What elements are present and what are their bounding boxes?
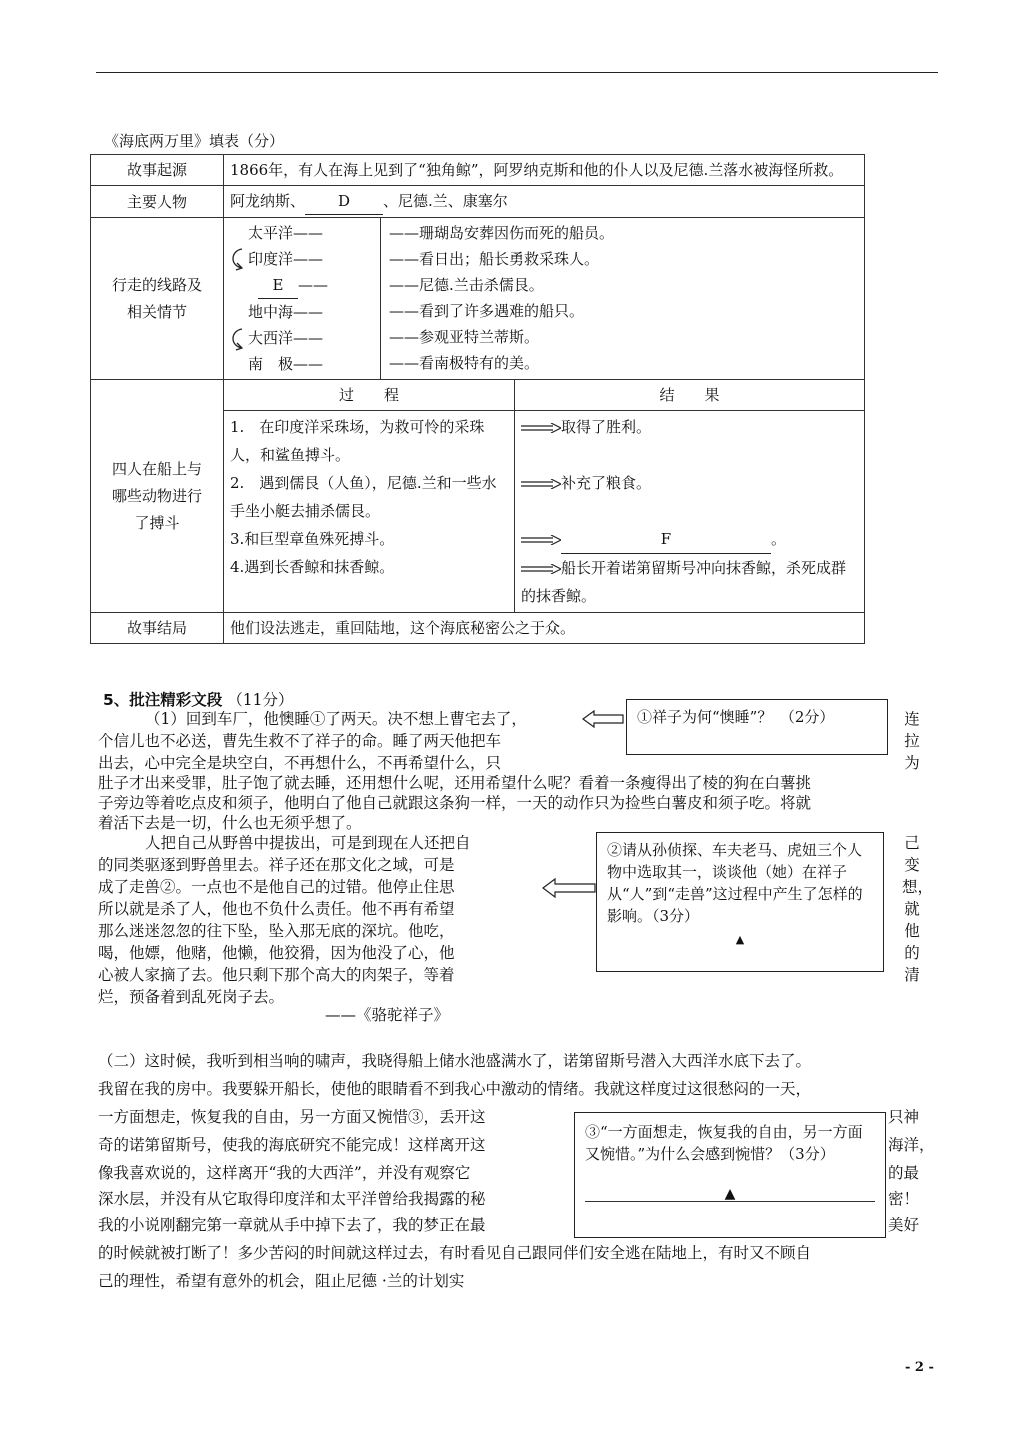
side-char: 拉 (904, 732, 920, 750)
side-char: 连 (904, 710, 920, 728)
triangle-icon: ▲ (735, 933, 745, 946)
result-item: 取得了胜利。 (521, 413, 858, 441)
route-event: ——看到了许多遇难的船只。 (389, 302, 585, 320)
triangle-icon: ▲ (724, 1186, 736, 1202)
ending-text: 他们设法逃走，重回陆地，这个海底秘密公之于众。 (224, 613, 865, 644)
passage-line: 己的理性，希望有意外的机会，阻止尼德 ·兰的计划实 (98, 1272, 465, 1290)
curl-arrow-icon (228, 246, 248, 272)
side-char: 为 (904, 754, 920, 772)
side-char: 清 (904, 966, 920, 984)
route-label: 行走的线路及相关情节 (91, 218, 224, 380)
col-result-header: 结 果 (515, 380, 865, 411)
side-char: 变 (904, 856, 920, 874)
side-char: 己 (904, 834, 920, 852)
route-event: ——珊瑚岛安葬因伤而死的船员。 (389, 224, 615, 242)
blank-d[interactable]: D (305, 188, 383, 215)
passage-line: 肚子才出来受罪，肚子饱了就去睡，还用想什么呢，还用希望什么呢？看着一条瘦得出了棱的狗在白薯挑 (98, 774, 812, 792)
characters-prefix: 阿龙纳斯、 (230, 192, 306, 210)
origin-label: 故事起源 (91, 155, 224, 186)
result-cell (515, 411, 865, 613)
side-text: 的最 (888, 1164, 920, 1182)
passage-line: 的同类驱逐到野兽里去。祥子还在那文化之域，可是 (98, 856, 455, 874)
process-item: 3.和巨型章鱼殊死搏斗。 (230, 530, 395, 548)
header-rule (96, 72, 938, 73)
route-place: 印度洋—— (248, 250, 324, 268)
passage-line: （二）这时候，我听到相当响的啸声，我晓得船上储水池盛满水了，诺第留斯号潜入大西洋水底下去了。 (98, 1052, 812, 1070)
route-place: 太平洋—— (248, 224, 324, 242)
route-event: ——看南极特有的美。 (389, 354, 540, 372)
table-row (91, 380, 865, 411)
route-event: ——参观亚特兰蒂斯。 (389, 328, 540, 346)
route-cell (224, 218, 865, 380)
table-caption: 《海底两万里》填表（分） (104, 132, 285, 150)
annotation-box-1[interactable]: ①祥子为何“懊睡”？ （2分） (626, 699, 888, 755)
table-row (91, 155, 865, 186)
source-citation: ——《骆驼祥子》 (325, 1006, 450, 1024)
passage-line: 成了走兽②。一点也不是他自己的过错。他停止住思 (98, 878, 455, 896)
passage-line: 我留在我的房中。我要躲开船长，使他的眼睛看不到我心中激动的情绪。我就这样度过这很愁闷的一天， (98, 1080, 812, 1098)
result-item: 船长开着诺第留斯号冲向抹香鲸，杀死成群的抹香鲸。 (521, 559, 847, 605)
side-char: 的 (904, 944, 920, 962)
passage-line: 深水层，并没有从它取得印度洋和太平洋曾给我揭露的秘 (98, 1190, 486, 1208)
annotation-box-2[interactable]: ②请从孙侦探、车夫老马、虎妞三个人物中选取其一，谈谈他（她）在祥子从“人”到“走兽”这过程中产生了怎样的影响。（3分） ▲ (596, 832, 884, 972)
route-places (224, 218, 381, 379)
fights-label: 四人在船上与哪些动物进行了搏斗 (91, 380, 224, 613)
passage-line: 奇的诺第留斯号，使我的海底研究不能完成！这样离开这 (98, 1136, 486, 1154)
side-char: 就 (904, 900, 920, 918)
process-item: 4.遇到长香鲸和抹香鲸。 (230, 558, 395, 576)
side-text: 美好 (888, 1216, 920, 1234)
passage-line: 着活下去是一切，什么也无须乎想了。 (98, 814, 362, 832)
curl-arrow-icon (228, 326, 248, 352)
side-text: 只神 (888, 1108, 920, 1126)
passage-line: 那么迷迷忽忽的往下坠，坠入那无底的深坑。他吃， (98, 922, 455, 940)
side-text: 海洋， (888, 1136, 935, 1154)
characters-label: 主要人物 (91, 186, 224, 218)
ending-label: 故事结局 (91, 613, 224, 644)
side-text: 密！ (888, 1190, 920, 1208)
route-place-blank: E —— (248, 272, 380, 299)
passage-line: 像我喜欢说的，这样离开“我的大西洋”，并没有观察它 (98, 1164, 471, 1182)
double-arrow-icon (521, 564, 561, 574)
characters-suffix: 、尼德.兰、康塞尔 (383, 192, 508, 210)
passage-line: 一方面想走，恢复我的自由，另一方面又惋惜③，丢开这 (98, 1108, 486, 1126)
double-arrow-icon (521, 423, 561, 433)
page-number: - 2 - (905, 1360, 934, 1375)
process-item: 2. 遇到儒艮（人鱼），尼德.兰和一些水手坐小艇去捕杀儒艮。 (230, 474, 497, 520)
section5-score: （11分） (227, 691, 294, 709)
blank-f[interactable]: F (561, 525, 771, 554)
origin-text: 1866年，有人在海上见到了“独角鲸”，阿罗纳克斯和他的仆人以及尼德.兰落水被海怪所救。 (224, 155, 865, 186)
route-place: 大西洋—— (248, 329, 324, 347)
passage-line: 喝，他嫖，他赌，他懒，他狡猾，因为他没了心，他 (98, 944, 455, 962)
route-place: 地中海—— (248, 303, 324, 321)
result-item: 补充了粮食。 (521, 469, 858, 497)
col-process-header: 过 程 (224, 380, 515, 411)
process-cell (224, 411, 515, 613)
route-events (381, 218, 864, 379)
passage-line: （1）回到车厂，他懊睡①了两天。决不想上曹宅去了， (145, 710, 527, 728)
section5-title: 5、批注精彩文段 (103, 691, 223, 709)
side-char: 他 (904, 922, 920, 940)
hollow-arrow-icon (582, 710, 624, 728)
double-arrow-icon (521, 535, 561, 545)
result-item: F 。 (521, 525, 858, 554)
characters-cell (224, 186, 865, 218)
double-arrow-icon (521, 479, 561, 489)
passage-line: 心被人家摘了去。他只剩下那个高大的肉架子，等着 (98, 966, 455, 984)
annotation-box-3[interactable]: ③“一方面想走，恢复我的自由，另一方面又惋惜。”为什么会感到惋惜？（3分） ▲ (574, 1112, 886, 1238)
route-place: 南 极—— (248, 355, 324, 373)
route-event: ——尼德.兰击杀儒艮。 (389, 276, 544, 294)
table-row (91, 218, 865, 380)
summary-table (90, 154, 865, 644)
table-row (91, 186, 865, 218)
process-item: 1. 在印度洋采珠场，为救可怜的采珠人，和鲨鱼搏斗。 (230, 418, 485, 464)
passage-line: 子旁边等着吃点皮和须子，他明白了他自己就跟这条狗一样，一天的动作只为捡些白薯皮和须子吃。将就 (98, 794, 812, 812)
passage-line: 出去，心中完全是块空白，不再想什么，不再希望什么，只 (98, 754, 502, 772)
passage-line: 所以就是杀了人，他也不负什么责任。他不再有希望 (98, 900, 455, 918)
route-event: ——看日出；船长勇救采珠人。 (389, 250, 600, 268)
passage-line: 烂，预备着到乱死岗子去。 (98, 988, 285, 1006)
passage-line: 人把自己从野兽中提拔出，可是到现在人还把自 (145, 834, 471, 852)
passage-line: 的时候就被打断了！多少苦闷的时间就这样过去，有时看见自己跟同伴们安全逃在陆地上，有时又不顾自 (98, 1244, 812, 1262)
passage-line: 个信儿也不必送，曹先生救不了祥子的命。睡了两天他把车 (98, 732, 502, 750)
table-row (91, 613, 865, 644)
side-char: 想， (902, 878, 934, 896)
passage-line: 我的小说刚翻完第一章就从手中掉下去了，我的梦正在最 (98, 1216, 486, 1234)
hollow-arrow-icon (542, 878, 596, 898)
